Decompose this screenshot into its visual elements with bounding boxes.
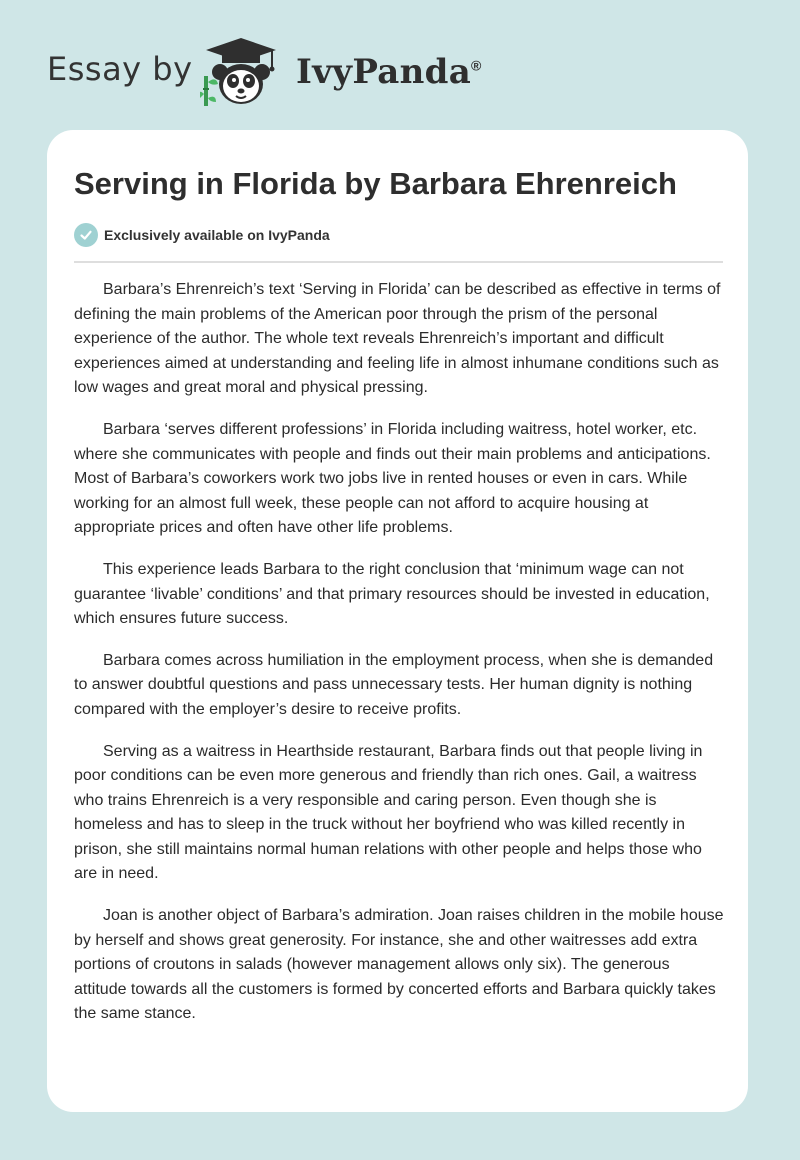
brand-logo[interactable] <box>296 52 482 92</box>
divider <box>74 261 723 263</box>
brand-name: IvyPanda <box>296 52 472 92</box>
panda-graduate-icon[interactable] <box>200 36 282 108</box>
paragraph: Joan is another object of Barbara’s admiration. Joan raises children in the mobile house by herself and shows great generosity. For instance, she and other waitresses add extra portions of croutons in salads (however management allows only six). The generous attitude towards all the customers is formed by concerted efforts and Barbara quickly takes the same stance. <box>74 907 724 1023</box>
paragraph: This experience leads Barbara to the right conclusion that ‘minimum wage can not guarantee ‘livable’ conditions’ and that primary resources should be invested in education, which ensures future success. <box>74 560 710 628</box>
paragraph: Barbara ‘serves different professions’ in Florida including waitress, hotel worker, etc. where she communicates with people and finds out their main problems and anticipations. Most of Barbara’s coworkers work two jobs live in rented houses or even in cars. While working for an almost full week, these people can not afford to acquire housing at appropriate prices and often have other life problems. <box>74 420 711 537</box>
site-header <box>0 0 800 120</box>
essay-card <box>47 130 748 1112</box>
check-circle-icon <box>74 223 98 247</box>
page-title: Serving in Florida by Barbara Ehrenreich <box>74 166 677 201</box>
paragraph: Barbara comes across humiliation in the employment process, when she is demanded to answer doubtful questions and pass unnecessary tests. Her human dignity is nothing compared with the employer’s desire to receive profits. <box>74 651 714 718</box>
registered-mark: ® <box>471 57 482 74</box>
exclusive-badge <box>74 223 330 247</box>
essay-by-label: Essay by <box>47 50 193 88</box>
paragraph: Barbara’s Ehrenreich’s text ‘Serving in Florida’ can be described as effective in terms of defining the main problems of the American poor through the prism of the personal experience of the author. The whole text reveals Ehrenreich’s important and difficult experiences aimed at understanding and feeling life in almost inhumane conditions such as low wages and great moral and physical pressing. <box>74 281 721 397</box>
essay-body <box>74 278 724 1044</box>
paragraph: Serving as a waitress in Hearthside restaurant, Barbara finds out that people living in poor conditions can be even more generous and friendly than rich ones. Gail, a waitress who trains Ehrenreich is a very responsible and caring person. Even though she is homeless and has to sleep in the truck without her boyfriend who was killed recently in prison, she still maintains normal human relations with other people and helps those who are in need. <box>74 742 703 883</box>
badge-label: Exclusively available on IvyPanda <box>104 227 330 243</box>
